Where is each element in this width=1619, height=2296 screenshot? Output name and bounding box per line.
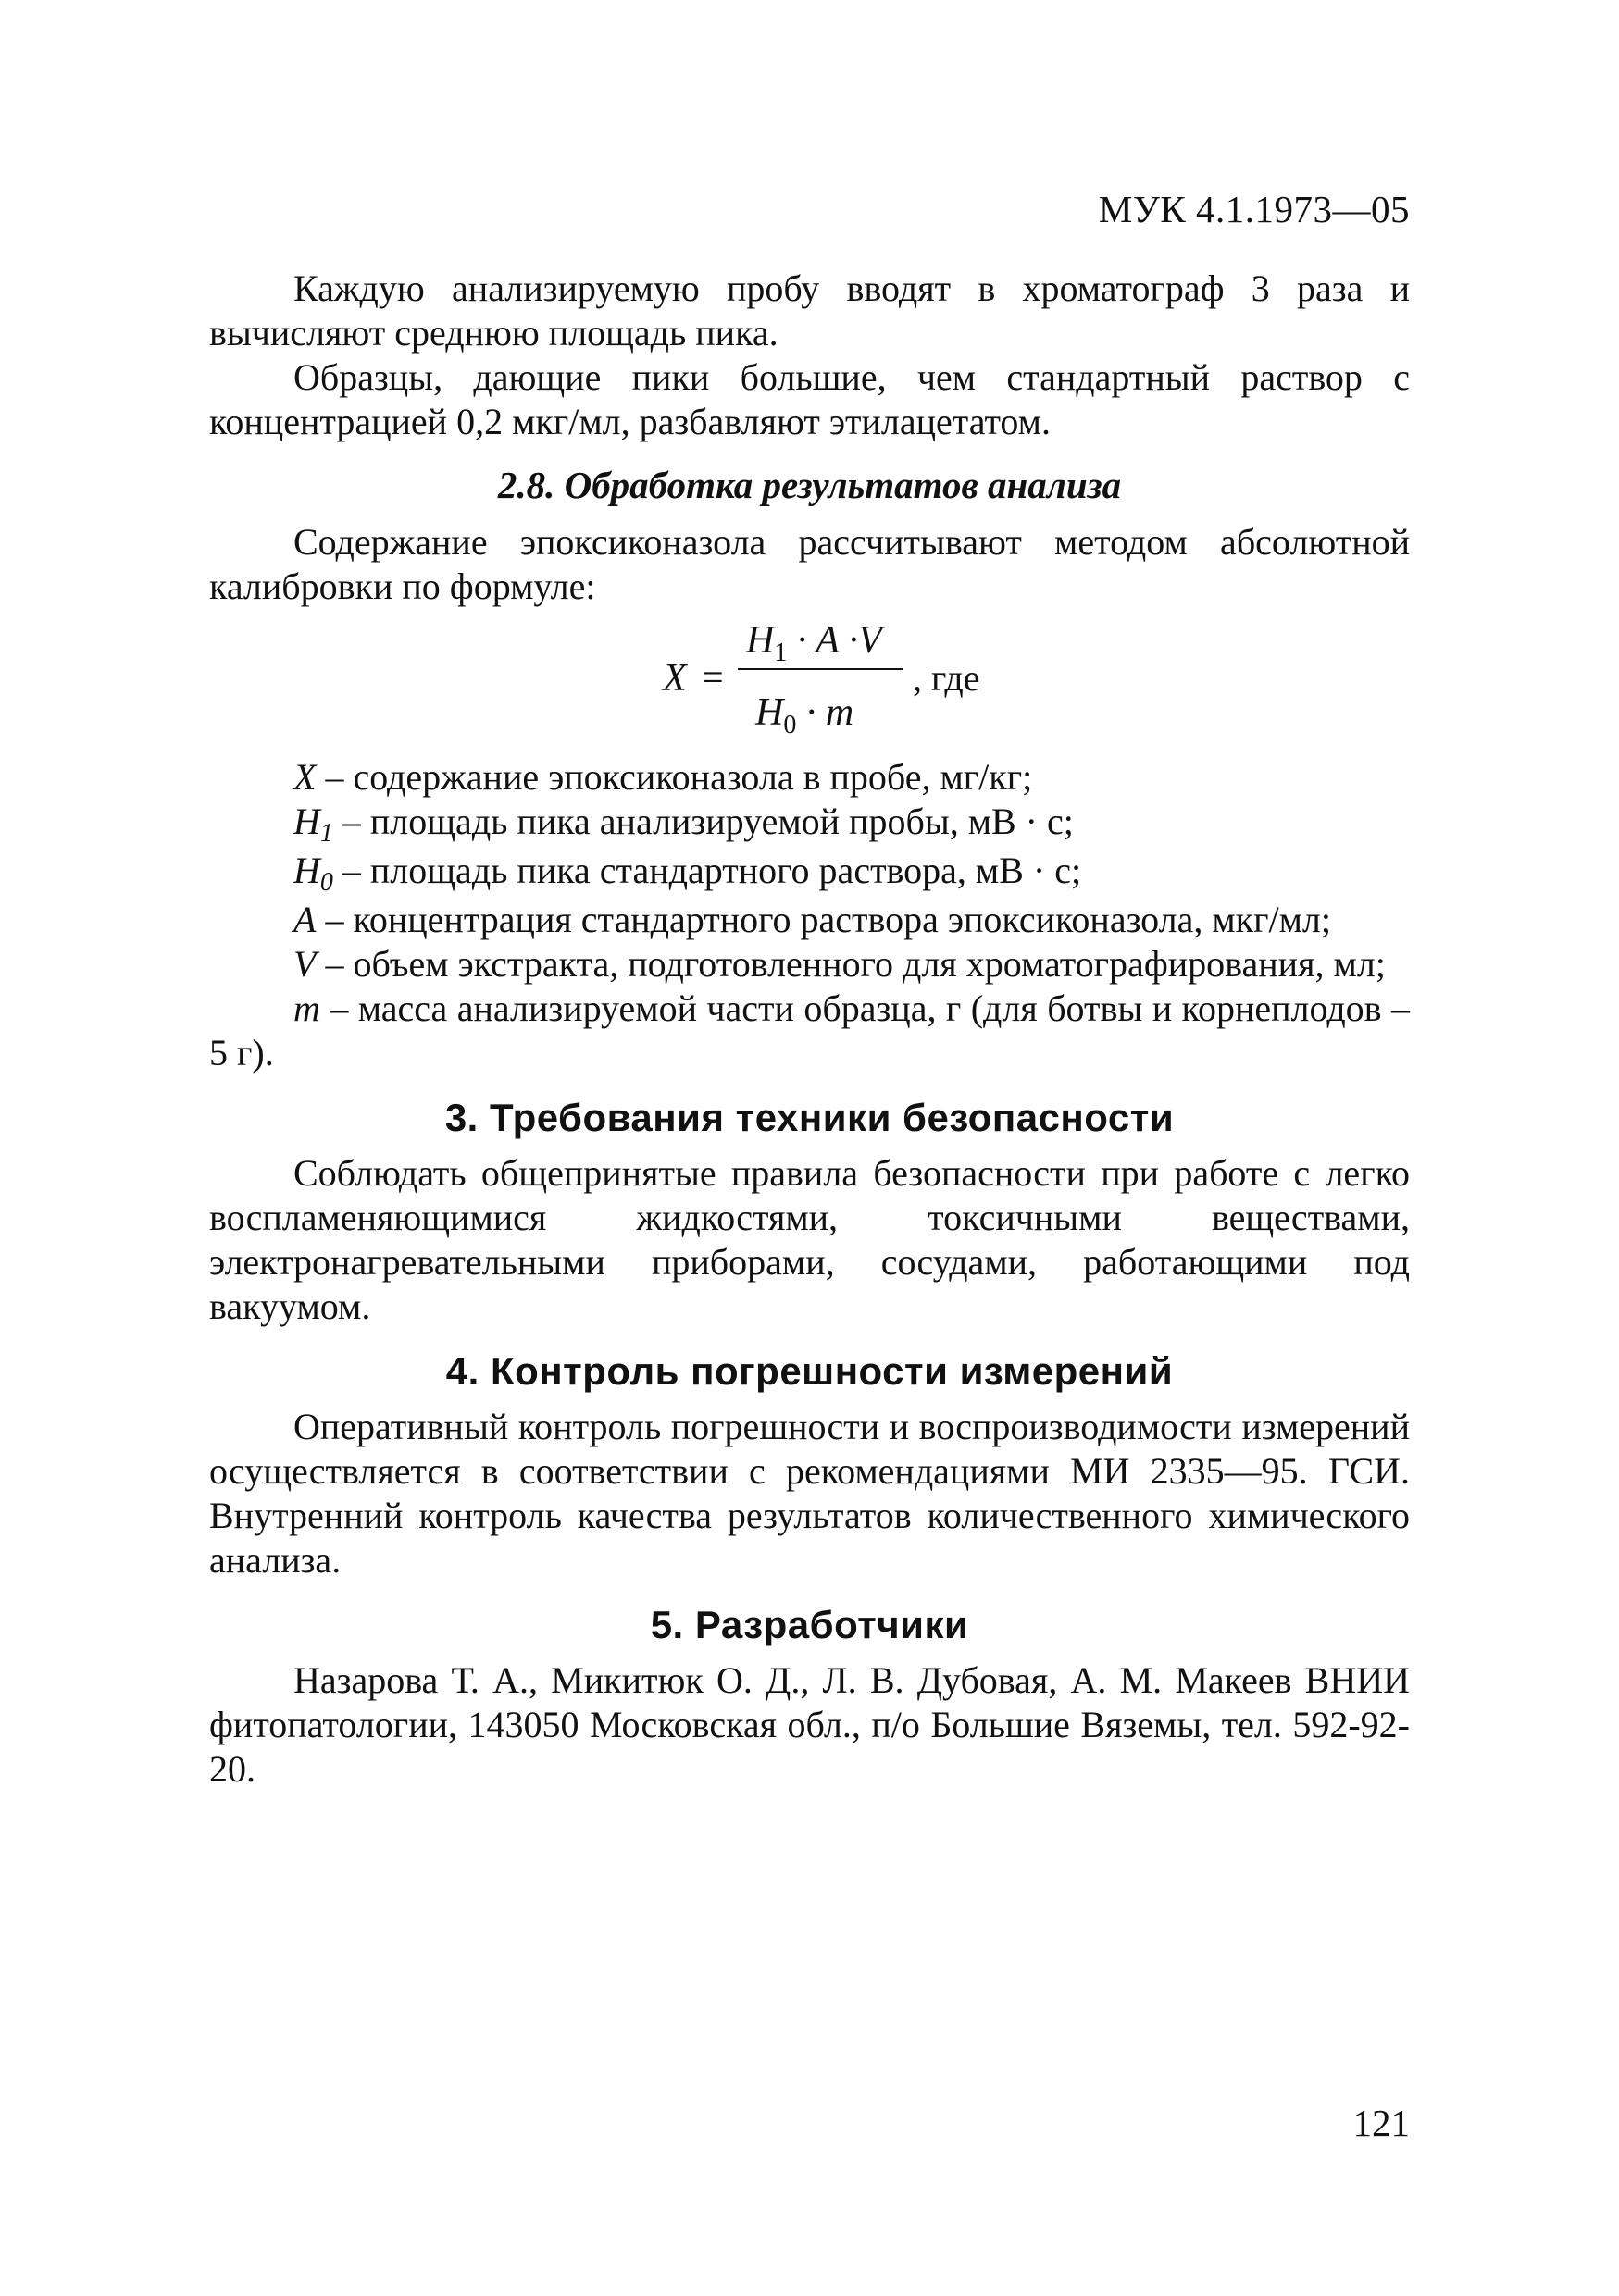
formula-numerator: $H_1 \cdot A \cdot V$ — [746, 619, 882, 667]
section-4-title: 4. Контроль погрешности измерений — [445, 1349, 1174, 1393]
variable-definitions — [209, 755, 1410, 1075]
section-2-8-intro: Содержание эпоксиконазола рассчитывают методом абсолютной калибровки по формуле: — [209, 521, 1410, 607]
section-3-text: Соблюдать общепринятые правила безопасности при работе с легко воспламеняющимися жидкостями, токсичными веществами, электронагревательными приборами, сосудами, работающими под вакуумом. — [209, 1152, 1410, 1327]
formula-lhs: X — [663, 657, 687, 700]
fraction-bar — [738, 668, 903, 670]
section-2-8-title: 2.8. Обработка результатов анализа — [497, 464, 1122, 506]
definition-h1: $H_1$ – площадь пика анализируемой пробы, мВ · с; — [293, 800, 1074, 848]
definition-h0: $H_0$ – площадь пика стандартного раствора, мВ · с; — [293, 850, 1082, 897]
section-5-title: 5. Разработчики — [650, 1603, 969, 1646]
definition-m: m – масса анализируемой части образца, г (для ботвы и корнеплодов – 5 г). — [209, 987, 1410, 1074]
formula-equals: = — [702, 657, 724, 700]
definition-a: A – концентрация стандартного раствора эпоксиконазола, мкг/мл; — [293, 899, 1331, 940]
paragraph-dilution: Образцы, дающие пики большие, чем стандартный раствор с концентрацией 0,2 мкг/мл, разбавляют этилацетатом. — [209, 356, 1410, 442]
formula-denominator: $H_0 \cdot m$ — [755, 691, 854, 739]
paragraph-injection: Каждую анализируемую пробу вводят в хроматограф 3 раза и вычисляют среднюю площадь пика. — [209, 267, 1410, 354]
formula-where: , где — [913, 657, 980, 699]
page-content — [209, 267, 1410, 1792]
calculation-formula — [209, 616, 1410, 746]
definition-x: X – содержание эпоксиконазола в пробе, мг/кг; — [293, 756, 1033, 798]
page-number: 121 — [1352, 2102, 1410, 2144]
section-3-title: 3. Требования техники безопасности — [444, 1096, 1175, 1139]
definition-v: V – объем экстракта, подготовленного для хроматографирования, мл; — [293, 943, 1386, 985]
section-4-text: Оперативный контроль погрешности и воспроизводимости измерений осуществляется в соответствии с рекомендациями МИ 2335—95. ГСИ. Внутренний контроль качества результатов количественного химического анализа. — [209, 1406, 1410, 1581]
document-code-header: МУК 4.1.1973—05 — [1098, 188, 1410, 230]
section-5-text: Назарова Т. А., Микитюк О. Д., Л. В. Дубовая, А. М. Макеев ВНИИ фитопатологии, 143050 Московская обл., п/о Большие Вяземы, тел. 592-92-20. — [209, 1659, 1410, 1790]
